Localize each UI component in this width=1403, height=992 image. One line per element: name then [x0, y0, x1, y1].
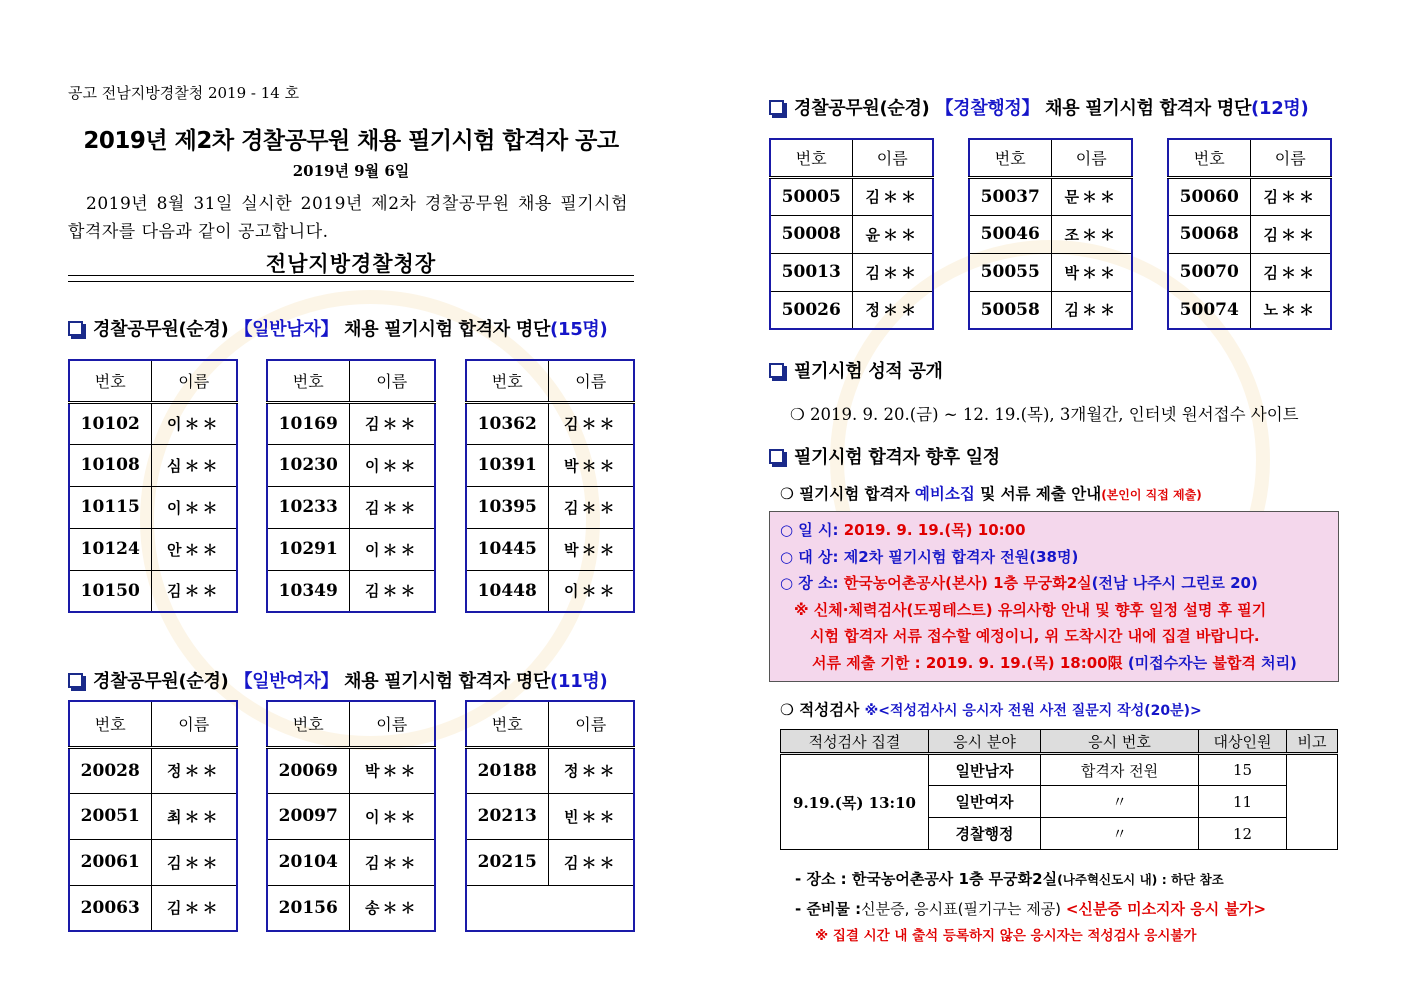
box-label: ○ 장 소:: [780, 574, 844, 592]
applicant-number: 50074: [1168, 291, 1250, 329]
applicant-name: 김＊＊: [1250, 215, 1331, 253]
applicant-number: 50005: [770, 177, 852, 215]
applicant-name: 이＊＊: [349, 793, 435, 839]
applicant-number: 50026: [770, 291, 852, 329]
section-prefix: 경찰공무원(순경): [93, 671, 235, 692]
table-row: [770, 291, 933, 329]
table-row: [466, 486, 634, 528]
apt-number: 합격자 전원: [1041, 754, 1199, 786]
note-label: - 준비물 :: [795, 900, 862, 918]
col-header-name: 이름: [151, 701, 237, 747]
applicant-name: [548, 885, 634, 931]
roster-table: [968, 138, 1133, 330]
table-header-row: [69, 701, 237, 747]
roster-table: [68, 359, 238, 613]
applicant-number: [466, 885, 548, 931]
table-row: [466, 570, 634, 612]
table-row: [969, 177, 1132, 215]
table-row: [969, 215, 1132, 253]
col-header-number: 번호: [969, 139, 1051, 177]
applicant-number: 20213: [466, 793, 548, 839]
table-row: [969, 253, 1132, 291]
issuer: 전남지방경찰청장: [265, 251, 437, 276]
table-row: [1168, 215, 1331, 253]
table-row: [1168, 177, 1331, 215]
box-line-time: [780, 517, 1328, 544]
roster-table: [68, 700, 238, 932]
applicant-name: 김＊＊: [349, 402, 435, 444]
applicant-number: 20215: [466, 839, 548, 885]
applicant-name: 김＊＊: [1250, 253, 1331, 291]
applicant-number: 10291: [267, 528, 349, 570]
table-row: [267, 486, 435, 528]
table-row: [770, 177, 933, 215]
applicant-name: 김＊＊: [852, 177, 933, 215]
section-title-male: [68, 315, 607, 341]
box-line-note2: 시험 합격자 서류 접수할 예정이니, 위 도착시간 내에 집결 바랍니다.: [810, 627, 1260, 645]
table-row: [69, 839, 237, 885]
applicant-name: 안＊＊: [151, 528, 237, 570]
applicant-number: 10102: [69, 402, 151, 444]
section-label: 필기시험 합격자 향후 일정: [794, 447, 1000, 468]
applicant-name: 윤＊＊: [852, 215, 933, 253]
applicant-name: 김＊＊: [151, 570, 237, 612]
col-header-name: 이름: [151, 360, 237, 402]
roster-table: [465, 700, 635, 932]
applicant-name: 이＊＊: [548, 570, 634, 612]
roster-table: [1167, 138, 1332, 330]
table-row: [69, 486, 237, 528]
applicant-number: 10395: [466, 486, 548, 528]
applicant-number: 10362: [466, 402, 548, 444]
col-header-name: 이름: [1250, 139, 1331, 177]
notice-date: 2019년 9월 6일: [292, 162, 410, 180]
table-row: [69, 570, 237, 612]
section-mid: 채용 필기시험 합격자 명단: [1039, 98, 1252, 119]
col-header-name: 이름: [349, 360, 435, 402]
applicant-name: 이＊＊: [151, 486, 237, 528]
applicant-number: 10150: [69, 570, 151, 612]
section-prefix: 경찰공무원(순경): [93, 319, 235, 340]
box-value: 제2차 필기시험 합격자 전원(38명): [843, 547, 1079, 566]
applicant-name: 김＊＊: [852, 253, 933, 291]
table-row: [770, 215, 933, 253]
col-header-name: 이름: [548, 701, 634, 747]
col-header-number: 번호: [770, 139, 852, 177]
applicant-number: 20063: [69, 885, 151, 931]
note-place: [795, 868, 1224, 889]
sub-note: ※<적성검사시 응시자 전원 사전 질문지 작성(20분)>: [864, 703, 1202, 719]
applicant-number: 50058: [969, 291, 1051, 329]
table-row: [466, 839, 634, 885]
col-header: 응시 분야: [929, 730, 1041, 754]
section-highlight: 【경찰행정】: [935, 98, 1040, 119]
score-disclosure-line: ❍ 2019. 9. 20.(금) ~ 12. 19.(목), 3개월간, 인터넷 원서접수 사이트: [790, 405, 1299, 424]
applicant-name: 정＊＊: [151, 747, 237, 793]
applicant-number: 10391: [466, 444, 548, 486]
roster-table: [465, 359, 635, 613]
table-row: [267, 444, 435, 486]
roster-table: [266, 700, 436, 932]
table-row: [69, 528, 237, 570]
col-header: 비고: [1287, 730, 1338, 754]
square-bullet-icon: [769, 363, 784, 378]
col-header: 대상인원: [1199, 730, 1287, 754]
section-title-female: [68, 667, 607, 693]
applicant-name: 정＊＊: [852, 291, 933, 329]
applicant-name: 박＊＊: [1051, 253, 1132, 291]
table-row: [466, 444, 634, 486]
table-row: [466, 885, 634, 931]
note-end: : 하단 참조: [1157, 872, 1224, 887]
sub-prefix: ❍ 필기시험 합격자: [780, 485, 915, 503]
roster-table: [266, 359, 436, 613]
applicant-name: 김＊＊: [1250, 177, 1331, 215]
col-header: 적성검사 집결: [781, 730, 929, 754]
preliminary-call-box: [769, 511, 1339, 682]
col-header-number: 번호: [69, 701, 151, 747]
col-header-number: 번호: [69, 360, 151, 402]
table-row: [69, 747, 237, 793]
table-row: [466, 528, 634, 570]
note-materials: [795, 898, 1266, 919]
section-count: (11명): [550, 671, 608, 692]
table-row: [267, 747, 435, 793]
applicant-name: 김＊＊: [349, 839, 435, 885]
applicant-number: 20028: [69, 747, 151, 793]
table-header-row: [770, 139, 933, 177]
applicant-name: 박＊＊: [548, 444, 634, 486]
note-text: 신분증, 응시표(필기구는 제공): [861, 900, 1066, 918]
applicant-number: 50037: [969, 177, 1051, 215]
note-text: - 장소 : 한국농어촌공사 1층 무궁화2실: [795, 870, 1058, 888]
applicant-name: 박＊＊: [349, 747, 435, 793]
applicant-number: 50008: [770, 215, 852, 253]
col-header-number: 번호: [1168, 139, 1250, 177]
apt-field: 일반여자: [929, 786, 1041, 818]
col-header-number: 번호: [466, 360, 548, 402]
table-row: [1168, 253, 1331, 291]
section-mid: 채용 필기시험 합격자 명단: [338, 319, 551, 340]
applicant-name: 김＊＊: [548, 486, 634, 528]
applicant-number: 10115: [69, 486, 151, 528]
applicant-name: 이＊＊: [151, 402, 237, 444]
applicant-number: 10169: [267, 402, 349, 444]
table-row: [466, 793, 634, 839]
table-row: [69, 885, 237, 931]
applicant-name: 문＊＊: [1051, 177, 1132, 215]
apt-count: 12: [1199, 818, 1287, 850]
applicant-number: 10448: [466, 570, 548, 612]
sub-mid: 및 서류 제출 안내: [974, 485, 1102, 503]
applicant-number: 10230: [267, 444, 349, 486]
table-row: [267, 402, 435, 444]
page-title: 2019년 제2차 경찰공무원 채용 필기시험 합격자 공고: [83, 128, 619, 154]
section-count: (12명): [1251, 98, 1309, 119]
section-highlight: 【일반여자】: [234, 671, 339, 692]
aptitude-heading: [780, 698, 1202, 720]
applicant-number: 20097: [267, 793, 349, 839]
box-value: 한국농어촌공사(본사) 1층 무궁화2실: [843, 574, 1092, 592]
applicant-number: 20104: [267, 839, 349, 885]
table-row: [267, 528, 435, 570]
box-line-note1: ※ 신체·체력검사(도핑테스트) 유의사항 안내 및 향후 일정 설명 후 필기: [794, 600, 1267, 619]
applicant-name: 이＊＊: [349, 528, 435, 570]
apt-number: 〃: [1041, 818, 1199, 850]
table-row: [267, 793, 435, 839]
table-row: [267, 570, 435, 612]
applicant-number: 50070: [1168, 253, 1250, 291]
applicant-number: 20069: [267, 747, 349, 793]
table-row: [781, 754, 1338, 786]
sub-prefix: ❍ 적성검사: [780, 701, 865, 719]
section-count: (15명): [550, 319, 608, 340]
deadline-value: 2019. 9. 19.(목) 18:00限: [925, 653, 1123, 672]
table-header-row: [69, 360, 237, 402]
box-line-target: [780, 544, 1328, 571]
apt-count: 15: [1199, 754, 1287, 786]
section-prefix: 경찰공무원(순경): [794, 98, 936, 119]
applicant-number: 10108: [69, 444, 151, 486]
apt-time: 9.19.(목) 13:10: [781, 754, 929, 850]
applicant-name: 김＊＊: [151, 839, 237, 885]
table-header-row: [781, 730, 1338, 754]
box-value: 2019. 9. 19.(목) 10:00: [843, 521, 1026, 539]
table-row: [466, 402, 634, 444]
square-bullet-icon: [68, 321, 83, 336]
section-title-score: [769, 357, 943, 383]
deadline-end: 처리): [1255, 653, 1297, 672]
applicant-number: 50068: [1168, 215, 1250, 253]
box-line-deadline: [780, 650, 1328, 677]
table-header-row: [267, 701, 435, 747]
applicant-number: 20188: [466, 747, 548, 793]
applicant-number: 50060: [1168, 177, 1250, 215]
apt-field: 경찰행정: [929, 818, 1041, 850]
col-header-name: 이름: [1051, 139, 1132, 177]
section-label: 필기시험 성적 공개: [794, 361, 943, 382]
col-header-number: 번호: [466, 701, 548, 747]
intro-paragraph: 2019년 8월 31일 실시한 2019년 제2차 경찰공무원 채용 필기시험 합격자를 다음과 같이 공고합니다.: [68, 194, 628, 242]
col-header-name: 이름: [548, 360, 634, 402]
sub-red-note: (본인이 직접 제출): [1101, 488, 1202, 502]
apt-number: 〃: [1041, 786, 1199, 818]
col-header-number: 번호: [267, 360, 349, 402]
table-row: [969, 291, 1132, 329]
applicant-number: 10233: [267, 486, 349, 528]
deadline-fail: 불합격: [1212, 653, 1256, 672]
table-row: [466, 747, 634, 793]
box-value-rest: (전남 나주시 그린로 20): [1091, 574, 1258, 592]
square-bullet-icon: [769, 449, 784, 464]
applicant-name: 조＊＊: [1051, 215, 1132, 253]
table-row: [267, 839, 435, 885]
box-line-place: [780, 570, 1328, 597]
section-mid: 채용 필기시험 합격자 명단: [338, 671, 551, 692]
aptitude-table: [780, 729, 1338, 850]
applicant-name: 노＊＊: [1250, 291, 1331, 329]
applicant-number: 10445: [466, 528, 548, 570]
applicant-name: 김＊＊: [548, 839, 634, 885]
table-header-row: [466, 360, 634, 402]
applicant-name: 이＊＊: [349, 444, 435, 486]
applicant-name: 빈＊＊: [548, 793, 634, 839]
square-bullet-icon: [68, 673, 83, 688]
applicant-name: 심＊＊: [151, 444, 237, 486]
applicant-name: 김＊＊: [151, 885, 237, 931]
applicant-number: 20156: [267, 885, 349, 931]
applicant-name: 송＊＊: [349, 885, 435, 931]
table-row: [770, 253, 933, 291]
box-label: ○ 대 상:: [780, 547, 844, 566]
note-warning: ※ 집결 시간 내 출석 등록하지 않은 응시자는 적성검사 응시불가: [815, 928, 1197, 944]
table-header-row: [1168, 139, 1331, 177]
col-header-name: 이름: [349, 701, 435, 747]
double-divider: [68, 275, 634, 282]
note-red: <신분증 미소지자 응시 불가>: [1065, 900, 1267, 918]
table-row: [69, 793, 237, 839]
preliminary-call-heading: [780, 482, 1202, 504]
applicant-name: 최＊＊: [151, 793, 237, 839]
applicant-number: 50046: [969, 215, 1051, 253]
sub-highlight: 예비소집: [914, 485, 975, 503]
square-bullet-icon: [769, 100, 784, 115]
applicant-name: 박＊＊: [548, 528, 634, 570]
section-title-schedule: [769, 443, 1000, 469]
applicant-number: 50055: [969, 253, 1051, 291]
applicant-name: 김＊＊: [349, 570, 435, 612]
applicant-number: 10124: [69, 528, 151, 570]
apt-field: 일반남자: [929, 754, 1041, 786]
table-row: [267, 885, 435, 931]
deadline-mid: (미접수자는: [1122, 653, 1213, 672]
table-row: [69, 402, 237, 444]
col-header-name: 이름: [852, 139, 933, 177]
note-small: (나주혁신도시 내): [1057, 872, 1158, 887]
applicant-number: 10349: [267, 570, 349, 612]
apt-remark: [1287, 754, 1338, 850]
apt-count: 11: [1199, 786, 1287, 818]
table-header-row: [969, 139, 1132, 177]
applicant-number: 50013: [770, 253, 852, 291]
col-header-number: 번호: [267, 701, 349, 747]
table-header-row: [466, 701, 634, 747]
table-row: [1168, 291, 1331, 329]
applicant-name: 김＊＊: [548, 402, 634, 444]
roster-table: [769, 138, 934, 330]
section-title-admin: [769, 94, 1308, 120]
applicant-name: 정＊＊: [548, 747, 634, 793]
applicant-name: 김＊＊: [1051, 291, 1132, 329]
box-label: ○ 일 시:: [780, 521, 844, 539]
applicant-number: 20051: [69, 793, 151, 839]
applicant-name: 김＊＊: [349, 486, 435, 528]
applicant-number: 20061: [69, 839, 151, 885]
col-header: 응시 번호: [1041, 730, 1199, 754]
deadline-label: 서류 제출 기한 :: [812, 653, 926, 672]
notice-number: 공고 전남지방경찰청 2019 - 14 호: [68, 84, 300, 102]
section-highlight: 【일반남자】: [234, 319, 339, 340]
table-row: [69, 444, 237, 486]
table-header-row: [267, 360, 435, 402]
